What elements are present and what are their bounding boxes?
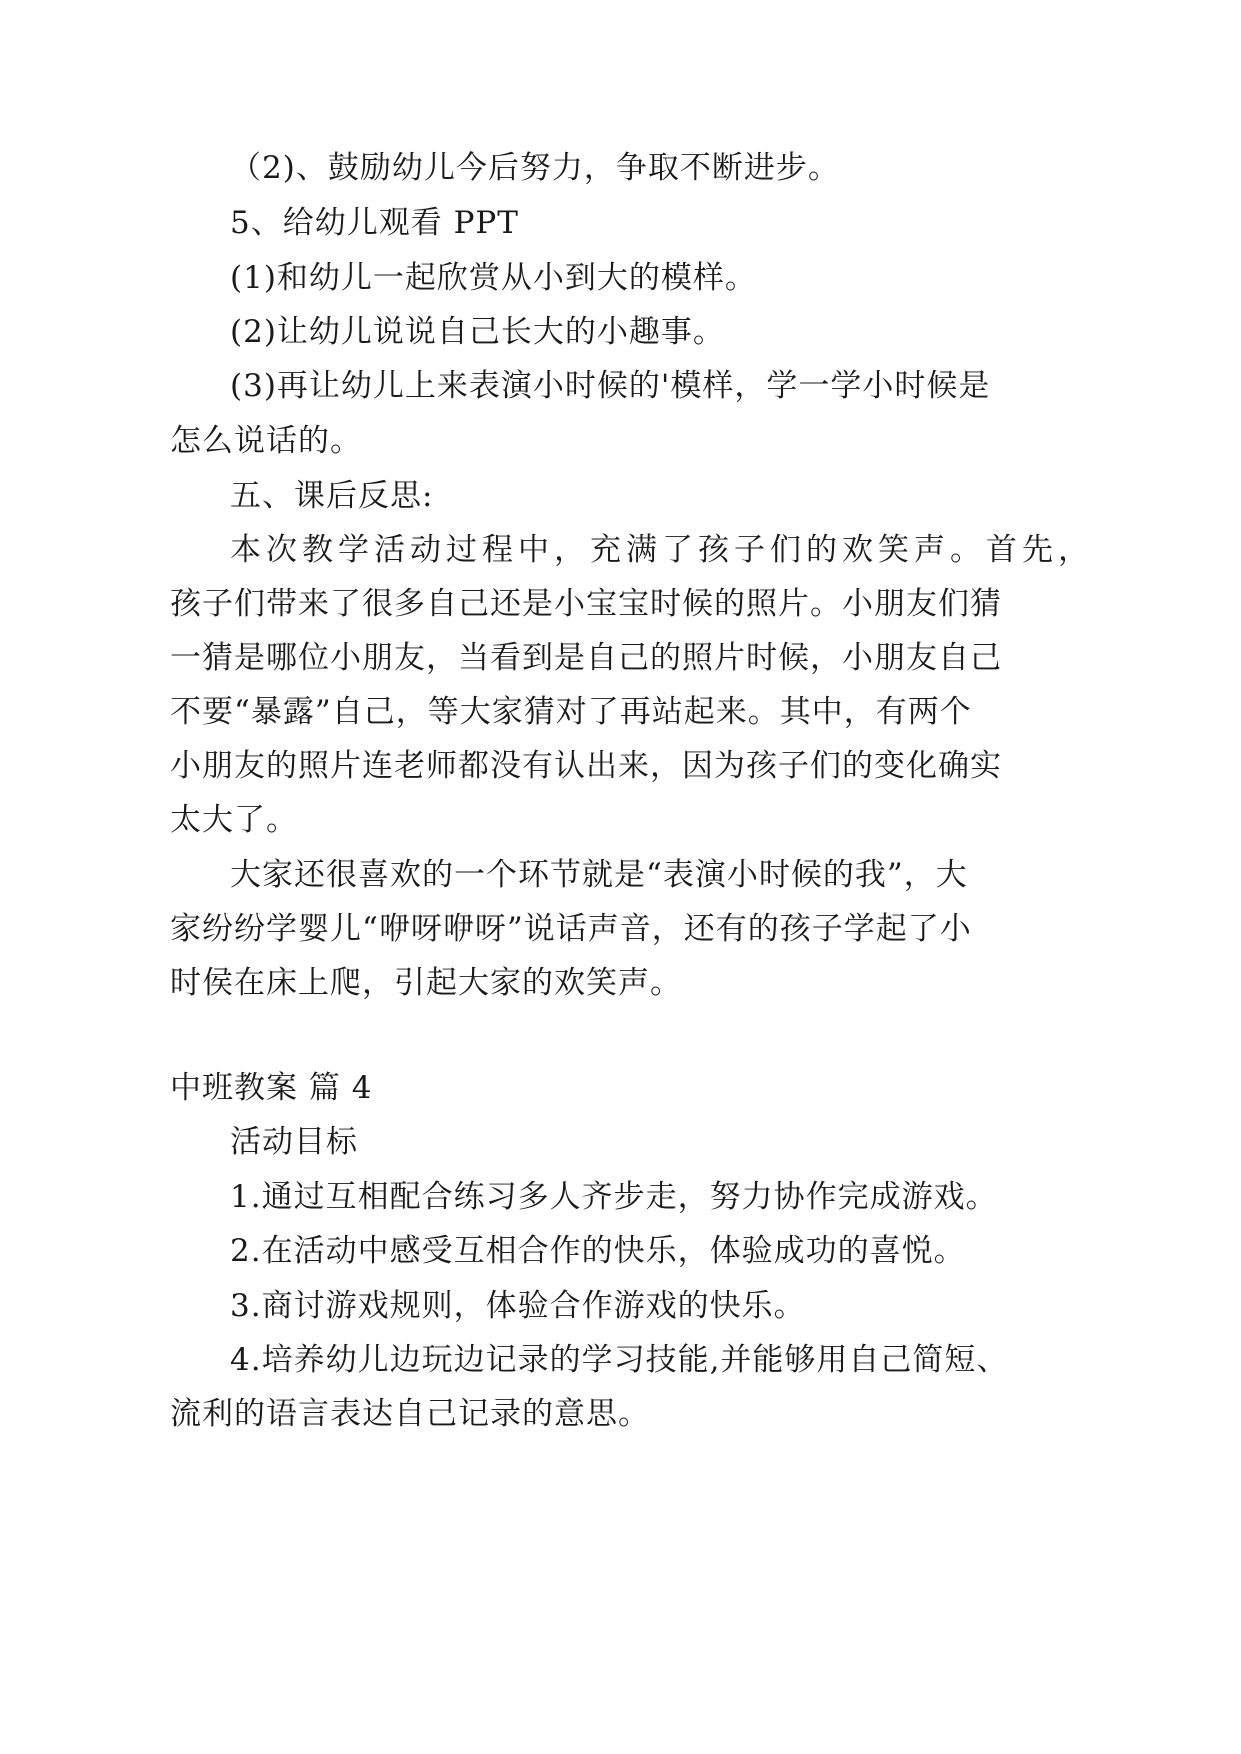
goal-item-2: 2.在活动中感受互相合作的快乐，体验成功的喜悦。 — [230, 1233, 966, 1269]
step-5-item-1: (1)和幼儿一起欣赏从小到大的模样。 — [230, 260, 757, 296]
reflection-paragraph-1-line: 孩子们带来了很多自己还是小宝宝时候的照片。小朋友们猜 — [170, 586, 1002, 622]
goal-item-4: 4.培养幼儿边玩边记录的学习技能,并能够用自己简短、 — [230, 1342, 1009, 1378]
reflection-paragraph-2-line: 时侯在床上爬，引起大家的欢笑声。 — [170, 965, 682, 1001]
step-5-heading: 5、给幼儿观看 PPT — [230, 205, 519, 241]
goal-item-3: 3.商讨游戏规则，体验合作游戏的快乐。 — [230, 1288, 806, 1324]
step-4-item-2: （2)、鼓励幼儿今后努力，争取不断进步。 — [230, 150, 840, 186]
goals-heading: 活动目标 — [230, 1124, 358, 1160]
reflection-paragraph-1-line: 太大了。 — [170, 802, 298, 838]
reflection-heading: 五、课后反思: — [230, 478, 434, 514]
reflection-paragraph-1-line: 小朋友的照片连老师都没有认出来，因为孩子们的变化确实 — [170, 748, 1002, 784]
reflection-paragraph-1-line: 一猜是哪位小朋友，当看到是自己的照片时候，小朋友自己 — [170, 640, 1002, 676]
goal-item-4-continuation: 流利的语言表达自己记录的意思。 — [170, 1396, 650, 1432]
reflection-paragraph-2-line: 家纷纷学婴儿“咿呀咿呀”说话声音，还有的孩子学起了小 — [170, 911, 972, 947]
step-5-item-3: (3)再让幼儿上来表演小时候的'模样，学一学小时候是 — [230, 368, 991, 404]
reflection-paragraph-1-line: 不要“暴露”自己，等大家猜对了再站起来。其中，有两个 — [170, 694, 972, 730]
step-5-item-3-continuation: 怎么说话的。 — [170, 423, 362, 459]
reflection-paragraph-2-line: 大家还很喜欢的一个环节就是“表演小时候的我”，大 — [230, 857, 968, 893]
section-4-title: 中班教案 篇 4 — [170, 1070, 373, 1106]
goal-item-1: 1.通过互相配合练习多人齐步走，努力协作完成游戏。 — [230, 1179, 998, 1215]
reflection-paragraph-1-line: 本次教学活动过程中，充满了孩子们的欢笑声。首先， — [230, 532, 1094, 568]
step-5-item-2: (2)让幼儿说说自己长大的小趣事。 — [230, 314, 725, 350]
